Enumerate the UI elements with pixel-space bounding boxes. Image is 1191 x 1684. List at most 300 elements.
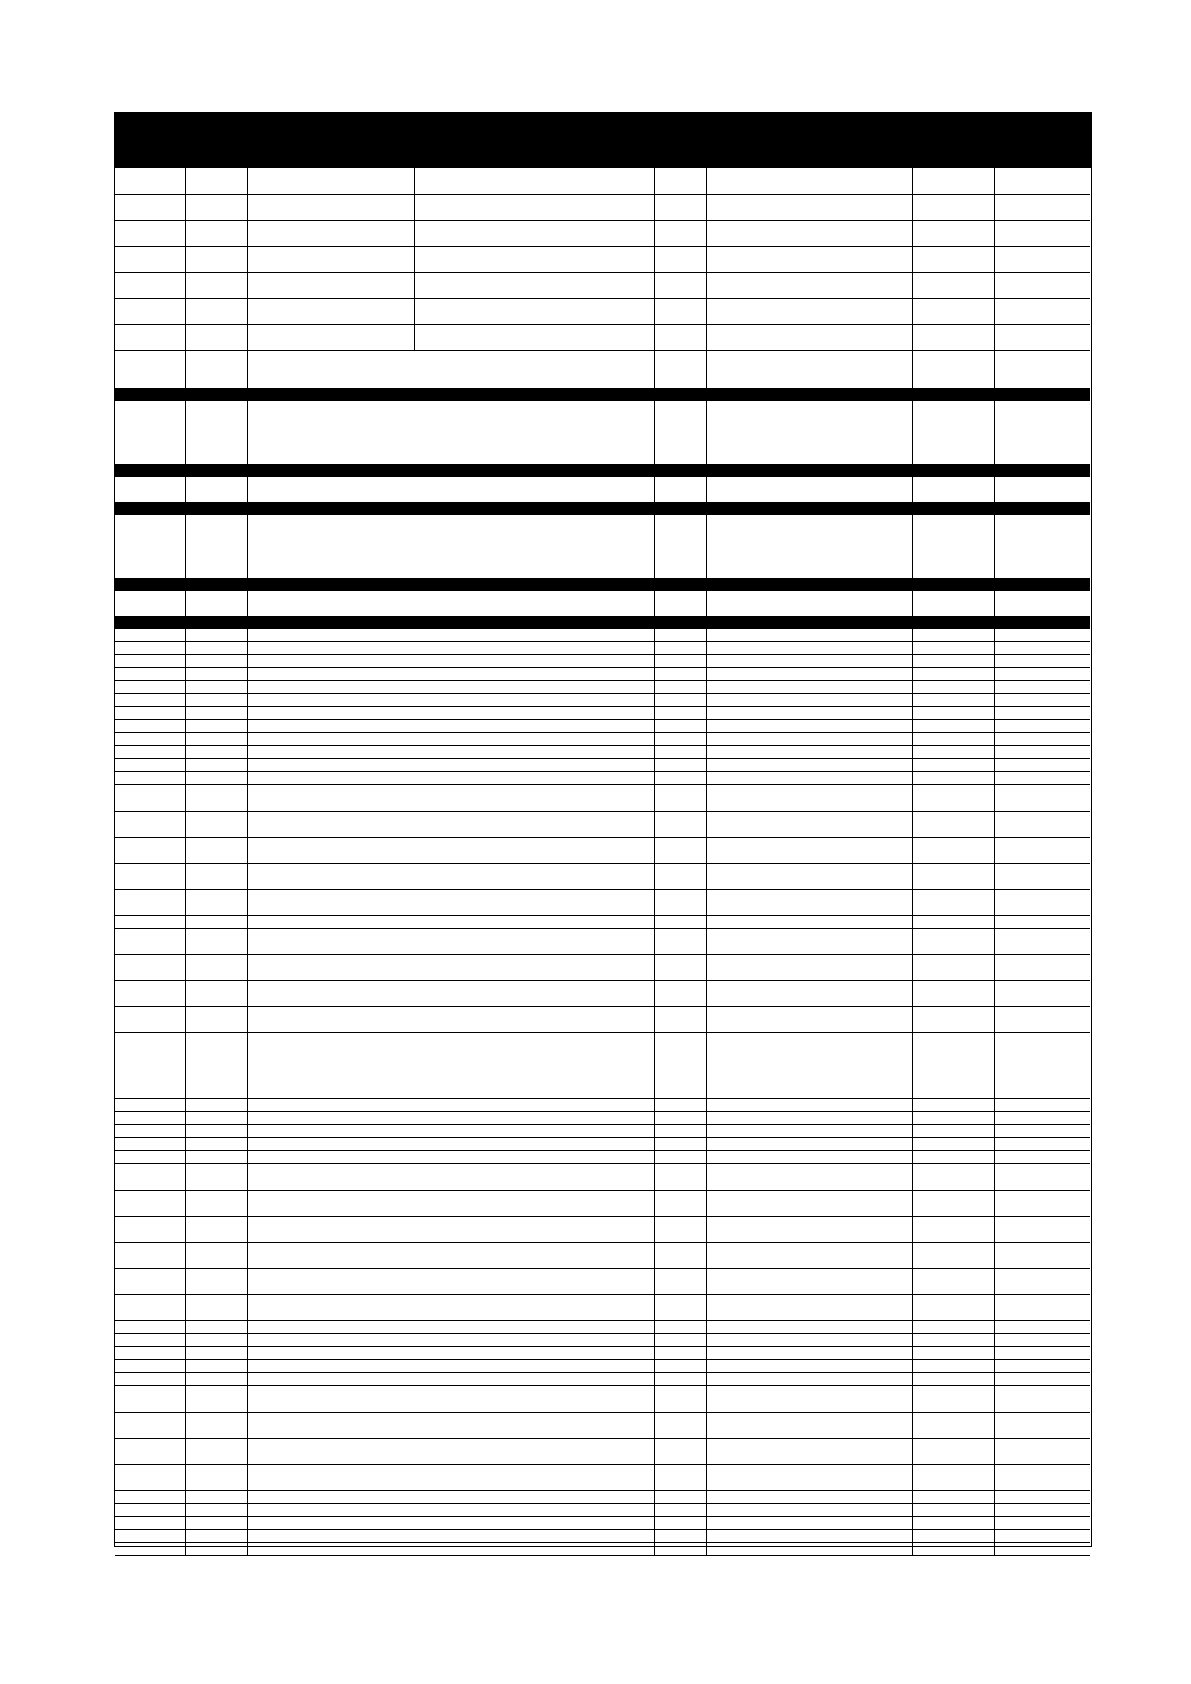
form-cell[interactable] <box>655 1504 707 1517</box>
form-cell[interactable] <box>248 864 655 890</box>
form-cell[interactable] <box>913 1099 995 1112</box>
form-cell[interactable] <box>995 955 1090 981</box>
form-cell[interactable] <box>115 401 186 465</box>
form-cell[interactable] <box>655 642 707 655</box>
form-cell[interactable] <box>248 929 655 955</box>
form-cell[interactable] <box>186 1321 248 1334</box>
form-cell[interactable] <box>248 1543 655 1556</box>
form-cell[interactable] <box>913 1491 995 1504</box>
form-cell[interactable] <box>995 733 1090 746</box>
form-cell[interactable] <box>186 1413 248 1439</box>
form-cell[interactable] <box>186 759 248 772</box>
form-cell[interactable] <box>115 1334 186 1347</box>
form-cell[interactable] <box>115 247 186 273</box>
form-cell[interactable] <box>655 1164 707 1191</box>
form-cell[interactable] <box>186 221 248 247</box>
form-cell[interactable] <box>913 642 995 655</box>
form-cell[interactable] <box>995 1138 1090 1151</box>
form-cell[interactable] <box>995 401 1090 465</box>
form-cell[interactable] <box>707 916 913 929</box>
form-cell[interactable] <box>186 515 248 579</box>
form-cell[interactable] <box>186 916 248 929</box>
form-cell[interactable] <box>186 929 248 955</box>
form-cell[interactable] <box>707 1465 913 1491</box>
form-cell[interactable] <box>707 1413 913 1439</box>
form-cell[interactable] <box>707 1530 913 1543</box>
form-cell[interactable] <box>707 1347 913 1360</box>
form-cell[interactable] <box>186 733 248 746</box>
form-cell[interactable] <box>913 1243 995 1269</box>
form-cell[interactable] <box>186 629 248 642</box>
form-cell[interactable] <box>707 1217 913 1243</box>
form-cell[interactable] <box>248 890 655 916</box>
form-cell[interactable] <box>913 772 995 785</box>
form-cell[interactable] <box>913 477 995 503</box>
form-cell[interactable] <box>115 1164 186 1191</box>
form-cell[interactable] <box>186 694 248 707</box>
form-cell[interactable] <box>186 1334 248 1347</box>
form-cell[interactable] <box>707 477 913 503</box>
form-cell[interactable] <box>995 1321 1090 1334</box>
form-cell[interactable] <box>115 955 186 981</box>
form-cell[interactable] <box>186 299 248 325</box>
form-cell[interactable] <box>186 1217 248 1243</box>
form-cell[interactable] <box>707 1295 913 1321</box>
form-cell[interactable] <box>995 591 1090 617</box>
form-cell[interactable] <box>913 785 995 812</box>
form-cell[interactable] <box>186 1125 248 1138</box>
form-cell[interactable] <box>913 1334 995 1347</box>
form-cell[interactable] <box>248 1099 655 1112</box>
form-cell[interactable] <box>186 1138 248 1151</box>
form-cell[interactable] <box>707 681 913 694</box>
form-cell[interactable] <box>115 629 186 642</box>
form-cell[interactable] <box>248 221 415 247</box>
form-cell[interactable] <box>415 273 655 299</box>
form-cell[interactable] <box>248 1347 655 1360</box>
form-cell[interactable] <box>707 1099 913 1112</box>
form-cell[interactable] <box>913 221 995 247</box>
form-cell[interactable] <box>995 299 1090 325</box>
form-cell[interactable] <box>655 273 707 299</box>
form-cell[interactable] <box>655 1099 707 1112</box>
form-cell[interactable] <box>913 195 995 221</box>
form-cell[interactable] <box>186 655 248 668</box>
form-cell[interactable] <box>186 1243 248 1269</box>
form-cell[interactable] <box>913 168 995 195</box>
form-cell[interactable] <box>707 759 913 772</box>
form-cell[interactable] <box>995 325 1090 351</box>
form-cell[interactable] <box>655 655 707 668</box>
form-cell[interactable] <box>995 1191 1090 1217</box>
form-cell[interactable] <box>995 273 1090 299</box>
form-cell[interactable] <box>655 1530 707 1543</box>
form-cell[interactable] <box>913 864 995 890</box>
form-cell[interactable] <box>655 195 707 221</box>
form-cell[interactable] <box>707 812 913 838</box>
form-cell[interactable] <box>248 694 655 707</box>
form-cell[interactable] <box>186 273 248 299</box>
form-cell[interactable] <box>707 955 913 981</box>
form-cell[interactable] <box>655 1112 707 1125</box>
form-cell[interactable] <box>655 1151 707 1164</box>
form-cell[interactable] <box>995 759 1090 772</box>
form-cell[interactable] <box>248 1033 655 1099</box>
form-cell[interactable] <box>248 1151 655 1164</box>
form-cell[interactable] <box>248 1243 655 1269</box>
form-cell[interactable] <box>707 629 913 642</box>
form-cell[interactable] <box>707 221 913 247</box>
form-cell[interactable] <box>655 1321 707 1334</box>
form-cell[interactable] <box>115 1386 186 1413</box>
form-cell[interactable] <box>115 772 186 785</box>
form-cell[interactable] <box>248 591 655 617</box>
form-cell[interactable] <box>995 1360 1090 1373</box>
form-cell[interactable] <box>186 812 248 838</box>
form-cell[interactable] <box>186 1517 248 1530</box>
form-cell[interactable] <box>115 515 186 579</box>
form-cell[interactable] <box>655 1373 707 1386</box>
form-cell[interactable] <box>186 785 248 812</box>
form-cell[interactable] <box>115 1295 186 1321</box>
form-cell[interactable] <box>707 1373 913 1386</box>
form-cell[interactable] <box>995 1334 1090 1347</box>
form-cell[interactable] <box>913 1295 995 1321</box>
form-cell[interactable] <box>115 221 186 247</box>
form-cell[interactable] <box>115 1517 186 1530</box>
form-cell[interactable] <box>995 1347 1090 1360</box>
form-cell[interactable] <box>913 681 995 694</box>
form-cell[interactable] <box>913 299 995 325</box>
form-cell[interactable] <box>186 864 248 890</box>
form-cell[interactable] <box>186 1007 248 1033</box>
form-cell[interactable] <box>248 1491 655 1504</box>
form-cell[interactable] <box>707 1491 913 1504</box>
form-cell[interactable] <box>115 299 186 325</box>
form-cell[interactable] <box>115 1243 186 1269</box>
form-cell[interactable] <box>995 1517 1090 1530</box>
form-cell[interactable] <box>655 929 707 955</box>
form-cell[interactable] <box>707 273 913 299</box>
form-cell[interactable] <box>248 1360 655 1373</box>
form-cell[interactable] <box>913 720 995 733</box>
form-cell[interactable] <box>707 1191 913 1217</box>
form-cell[interactable] <box>995 655 1090 668</box>
form-cell[interactable] <box>913 1413 995 1439</box>
form-cell[interactable] <box>186 1543 248 1556</box>
form-cell[interactable] <box>707 247 913 273</box>
form-cell[interactable] <box>186 195 248 221</box>
form-cell[interactable] <box>913 838 995 864</box>
form-cell[interactable] <box>186 1164 248 1191</box>
form-cell[interactable] <box>707 325 913 351</box>
form-cell[interactable] <box>115 838 186 864</box>
form-cell[interactable] <box>707 707 913 720</box>
form-cell[interactable] <box>655 1439 707 1465</box>
form-cell[interactable] <box>115 1504 186 1517</box>
form-cell[interactable] <box>186 168 248 195</box>
form-cell[interactable] <box>655 247 707 273</box>
form-cell[interactable] <box>248 668 655 681</box>
form-cell[interactable] <box>186 955 248 981</box>
form-cell[interactable] <box>913 1321 995 1334</box>
form-cell[interactable] <box>707 655 913 668</box>
form-cell[interactable] <box>913 1217 995 1243</box>
form-cell[interactable] <box>913 1543 995 1556</box>
form-cell[interactable] <box>655 733 707 746</box>
form-cell[interactable] <box>115 1491 186 1504</box>
form-cell[interactable] <box>248 720 655 733</box>
form-cell[interactable] <box>186 351 248 389</box>
form-cell[interactable] <box>913 401 995 465</box>
form-cell[interactable] <box>707 515 913 579</box>
form-cell[interactable] <box>186 642 248 655</box>
form-cell[interactable] <box>995 890 1090 916</box>
form-cell[interactable] <box>248 746 655 759</box>
form-cell[interactable] <box>655 981 707 1007</box>
form-cell[interactable] <box>115 351 186 389</box>
form-cell[interactable] <box>115 1191 186 1217</box>
form-cell[interactable] <box>655 812 707 838</box>
form-cell[interactable] <box>995 221 1090 247</box>
form-cell[interactable] <box>248 247 415 273</box>
form-cell[interactable] <box>707 733 913 746</box>
form-cell[interactable] <box>995 1504 1090 1517</box>
form-cell[interactable] <box>707 890 913 916</box>
form-cell[interactable] <box>707 1439 913 1465</box>
form-cell[interactable] <box>655 864 707 890</box>
form-cell[interactable] <box>913 1347 995 1360</box>
form-cell[interactable] <box>655 1217 707 1243</box>
form-cell[interactable] <box>186 668 248 681</box>
form-cell[interactable] <box>995 668 1090 681</box>
form-cell[interactable] <box>248 733 655 746</box>
form-cell[interactable] <box>115 642 186 655</box>
form-cell[interactable] <box>913 929 995 955</box>
form-cell[interactable] <box>186 247 248 273</box>
form-cell[interactable] <box>707 1151 913 1164</box>
form-cell[interactable] <box>995 772 1090 785</box>
form-cell[interactable] <box>248 477 655 503</box>
form-cell[interactable] <box>248 1295 655 1321</box>
form-cell[interactable] <box>913 1530 995 1543</box>
form-cell[interactable] <box>655 168 707 195</box>
form-cell[interactable] <box>995 1413 1090 1439</box>
form-cell[interactable] <box>913 1112 995 1125</box>
form-cell[interactable] <box>707 351 913 389</box>
form-cell[interactable] <box>913 1138 995 1151</box>
form-cell[interactable] <box>115 1217 186 1243</box>
form-cell[interactable] <box>995 707 1090 720</box>
form-cell[interactable] <box>115 812 186 838</box>
form-cell[interactable] <box>655 1517 707 1530</box>
form-cell[interactable] <box>995 247 1090 273</box>
form-cell[interactable] <box>655 668 707 681</box>
form-cell[interactable] <box>913 694 995 707</box>
form-cell[interactable] <box>707 668 913 681</box>
form-cell[interactable] <box>115 720 186 733</box>
form-cell[interactable] <box>707 1269 913 1295</box>
form-cell[interactable] <box>115 929 186 955</box>
form-cell[interactable] <box>995 1543 1090 1556</box>
form-cell[interactable] <box>115 655 186 668</box>
form-cell[interactable] <box>415 299 655 325</box>
form-cell[interactable] <box>995 812 1090 838</box>
form-cell[interactable] <box>655 1125 707 1138</box>
form-cell[interactable] <box>913 515 995 579</box>
form-cell[interactable] <box>707 1138 913 1151</box>
form-cell[interactable] <box>707 1007 913 1033</box>
form-cell[interactable] <box>186 681 248 694</box>
form-cell[interactable] <box>248 325 415 351</box>
form-cell[interactable] <box>707 168 913 195</box>
form-cell[interactable] <box>115 1347 186 1360</box>
form-cell[interactable] <box>655 1243 707 1269</box>
form-cell[interactable] <box>248 681 655 694</box>
form-cell[interactable] <box>248 838 655 864</box>
form-cell[interactable] <box>655 694 707 707</box>
form-cell[interactable] <box>913 759 995 772</box>
form-cell[interactable] <box>248 629 655 642</box>
form-cell[interactable] <box>248 351 655 389</box>
form-cell[interactable] <box>707 1334 913 1347</box>
form-cell[interactable] <box>248 759 655 772</box>
form-cell[interactable] <box>913 916 995 929</box>
form-cell[interactable] <box>186 1439 248 1465</box>
form-cell[interactable] <box>115 1151 186 1164</box>
form-cell[interactable] <box>186 838 248 864</box>
form-cell[interactable] <box>655 591 707 617</box>
form-cell[interactable] <box>115 1099 186 1112</box>
form-cell[interactable] <box>995 1491 1090 1504</box>
form-cell[interactable] <box>415 247 655 273</box>
form-cell[interactable] <box>248 916 655 929</box>
form-cell[interactable] <box>248 1138 655 1151</box>
form-cell[interactable] <box>655 1347 707 1360</box>
form-cell[interactable] <box>655 1191 707 1217</box>
form-cell[interactable] <box>995 981 1090 1007</box>
form-cell[interactable] <box>995 642 1090 655</box>
form-cell[interactable] <box>913 890 995 916</box>
form-cell[interactable] <box>248 1125 655 1138</box>
form-cell[interactable] <box>248 1465 655 1491</box>
form-cell[interactable] <box>186 746 248 759</box>
form-cell[interactable] <box>995 351 1090 389</box>
form-cell[interactable] <box>707 1517 913 1530</box>
form-cell[interactable] <box>655 1007 707 1033</box>
form-cell[interactable] <box>115 591 186 617</box>
form-cell[interactable] <box>655 1295 707 1321</box>
form-cell[interactable] <box>707 1543 913 1556</box>
form-cell[interactable] <box>655 1465 707 1491</box>
form-cell[interactable] <box>248 707 655 720</box>
form-cell[interactable] <box>248 1386 655 1413</box>
form-cell[interactable] <box>115 1373 186 1386</box>
form-cell[interactable] <box>248 299 415 325</box>
form-cell[interactable] <box>186 772 248 785</box>
form-cell[interactable] <box>115 1360 186 1373</box>
form-cell[interactable] <box>655 1269 707 1295</box>
form-cell[interactable] <box>186 1504 248 1517</box>
form-cell[interactable] <box>913 1517 995 1530</box>
form-cell[interactable] <box>913 1033 995 1099</box>
form-cell[interactable] <box>115 477 186 503</box>
form-cell[interactable] <box>415 221 655 247</box>
form-cell[interactable] <box>655 477 707 503</box>
form-cell[interactable] <box>248 1530 655 1543</box>
form-cell[interactable] <box>707 1504 913 1517</box>
form-cell[interactable] <box>655 1491 707 1504</box>
form-cell[interactable] <box>115 1138 186 1151</box>
form-cell[interactable] <box>913 591 995 617</box>
form-cell[interactable] <box>655 1386 707 1413</box>
form-cell[interactable] <box>115 681 186 694</box>
form-cell[interactable] <box>115 273 186 299</box>
form-cell[interactable] <box>655 838 707 864</box>
form-cell[interactable] <box>995 1530 1090 1543</box>
form-cell[interactable] <box>707 1033 913 1099</box>
form-cell[interactable] <box>655 1543 707 1556</box>
form-cell[interactable] <box>115 707 186 720</box>
form-cell[interactable] <box>115 325 186 351</box>
form-cell[interactable] <box>415 195 655 221</box>
form-cell[interactable] <box>655 772 707 785</box>
form-cell[interactable] <box>995 1373 1090 1386</box>
form-cell[interactable] <box>248 273 415 299</box>
form-cell[interactable] <box>248 655 655 668</box>
form-cell[interactable] <box>186 325 248 351</box>
form-cell[interactable] <box>995 477 1090 503</box>
form-cell[interactable] <box>707 1125 913 1138</box>
form-cell[interactable] <box>995 929 1090 955</box>
form-cell[interactable] <box>995 681 1090 694</box>
form-cell[interactable] <box>186 1360 248 1373</box>
form-cell[interactable] <box>186 1191 248 1217</box>
form-cell[interactable] <box>707 772 913 785</box>
form-cell[interactable] <box>913 812 995 838</box>
form-cell[interactable] <box>707 401 913 465</box>
form-cell[interactable] <box>248 1164 655 1191</box>
form-cell[interactable] <box>115 1543 186 1556</box>
form-cell[interactable] <box>186 1491 248 1504</box>
form-cell[interactable] <box>913 707 995 720</box>
form-cell[interactable] <box>995 1164 1090 1191</box>
form-cell[interactable] <box>115 890 186 916</box>
form-cell[interactable] <box>248 168 415 195</box>
form-cell[interactable] <box>655 401 707 465</box>
form-cell[interactable] <box>186 591 248 617</box>
form-cell[interactable] <box>248 1373 655 1386</box>
form-cell[interactable] <box>115 1007 186 1033</box>
form-cell[interactable] <box>115 1439 186 1465</box>
form-cell[interactable] <box>707 838 913 864</box>
form-cell[interactable] <box>248 1191 655 1217</box>
form-cell[interactable] <box>115 668 186 681</box>
form-cell[interactable] <box>115 746 186 759</box>
form-cell[interactable] <box>115 694 186 707</box>
form-cell[interactable] <box>248 1217 655 1243</box>
form-cell[interactable] <box>995 1099 1090 1112</box>
form-cell[interactable] <box>995 1269 1090 1295</box>
form-cell[interactable] <box>115 1530 186 1543</box>
form-cell[interactable] <box>707 299 913 325</box>
form-cell[interactable] <box>115 785 186 812</box>
form-cell[interactable] <box>248 812 655 838</box>
form-cell[interactable] <box>995 1125 1090 1138</box>
form-cell[interactable] <box>655 1413 707 1439</box>
form-cell[interactable] <box>655 299 707 325</box>
form-cell[interactable] <box>913 1373 995 1386</box>
